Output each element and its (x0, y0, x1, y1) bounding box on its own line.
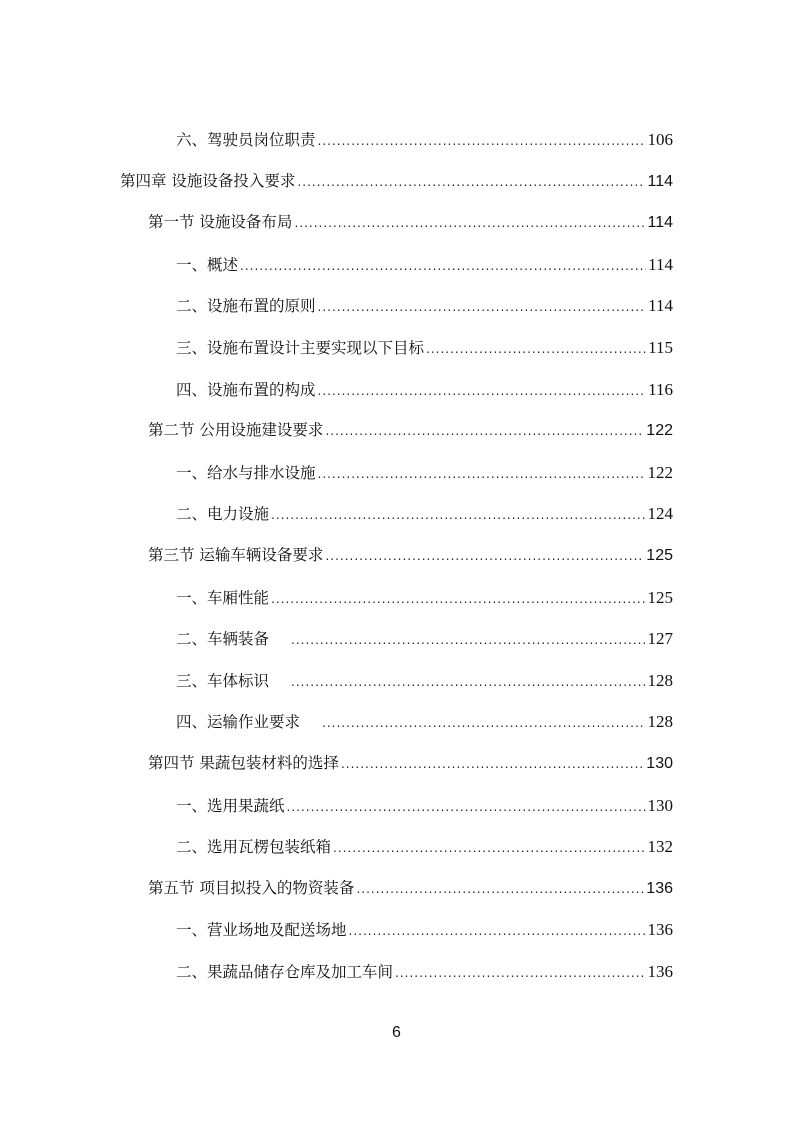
toc-page-number: 114 (647, 214, 673, 232)
toc-page-number: 128 (647, 712, 673, 732)
toc-item-entry[interactable] (120, 119, 673, 161)
toc-page-number: 114 (647, 172, 673, 190)
toc-page-number: 136 (647, 920, 673, 940)
toc-page-number: 122 (647, 462, 673, 482)
dot-leader (271, 579, 645, 621)
toc-entry-title: 四、设施布置的构成 (176, 380, 316, 399)
dot-leader (325, 411, 644, 453)
toc-page-number: 116 (648, 379, 673, 399)
toc-item-entry[interactable] (120, 577, 673, 619)
toc-page-number: 115 (648, 337, 673, 357)
toc-entry-title: 第三节 运输车辆设备要求 (148, 545, 324, 564)
page-number: 6 (392, 1024, 401, 1041)
dot-leader (318, 371, 647, 413)
toc-entry-title: 六、驾驶员岗位职责 (176, 131, 316, 149)
toc-item-entry[interactable] (120, 369, 673, 411)
dot-leader (322, 703, 645, 745)
toc-section-entry[interactable] (120, 868, 673, 910)
dot-leader (271, 495, 645, 537)
toc-entry-title: 一、给水与排水设施 (176, 463, 316, 482)
toc-entry-title: 二、果蔬品储存仓库及加工车间 (176, 962, 394, 981)
toc-entry-title: 第一节 设施设备布局 (148, 213, 293, 232)
toc-entry-title: 四、运输作业要求 (176, 713, 301, 732)
toc-entry-title: 一、营业场地及配送场地 (176, 921, 347, 940)
dot-leader (287, 787, 646, 829)
toc-entry-title: 三、设施布置设计主要实现以下目标 (176, 338, 425, 357)
toc-page-number: 122 (646, 422, 673, 440)
toc-section-entry[interactable] (120, 743, 673, 785)
dot-leader (426, 329, 646, 371)
table-of-contents (120, 119, 673, 992)
dot-leader (341, 744, 644, 786)
toc-page-number: 125 (647, 587, 673, 607)
dot-leader (356, 869, 644, 911)
toc-page-number: 130 (647, 795, 673, 815)
toc-entry-title: 第五节 项目拟投入的物资装备 (148, 878, 355, 897)
dot-leader (325, 536, 644, 578)
toc-item-entry[interactable] (120, 452, 673, 494)
dot-leader (291, 662, 645, 704)
toc-item-entry[interactable] (120, 660, 673, 702)
toc-entry-title: 二、电力设施 (176, 505, 270, 524)
toc-item-entry[interactable] (120, 701, 673, 743)
toc-item-entry[interactable] (120, 285, 673, 327)
dot-leader (318, 287, 647, 329)
dot-leader (333, 828, 645, 870)
toc-page-number: 106 (647, 130, 673, 149)
toc-entry-title: 一、概述 (176, 255, 239, 274)
toc-item-entry[interactable] (120, 327, 673, 369)
toc-item-entry[interactable] (120, 244, 673, 286)
toc-page-number: 128 (647, 670, 673, 690)
toc-page-number: 114 (648, 296, 673, 316)
toc-entry-title: 第四章 设施设备投入要求 (120, 171, 296, 190)
toc-item-entry[interactable] (120, 826, 673, 868)
toc-entry-title: 第四节 果蔬包装材料的选择 (148, 753, 339, 772)
toc-item-entry[interactable] (120, 909, 673, 951)
toc-entry-title: 二、选用瓦楞包装纸箱 (176, 838, 332, 857)
toc-item-entry[interactable] (120, 785, 673, 827)
dot-leader (395, 953, 645, 995)
dot-leader (294, 203, 645, 245)
toc-chapter-entry[interactable] (120, 161, 673, 203)
toc-section-entry[interactable] (120, 202, 673, 244)
toc-entry-title: 三、车体标识 (176, 671, 270, 690)
toc-page-number: 127 (647, 629, 673, 649)
toc-entry-title: 第二节 公用设施建设要求 (148, 421, 324, 440)
toc-page-number: 125 (646, 546, 673, 564)
toc-page-number: 136 (646, 879, 673, 897)
dot-leader (349, 911, 646, 953)
toc-entry-title: 一、车厢性能 (176, 588, 270, 607)
toc-page-number: 124 (647, 504, 673, 524)
toc-page-number: 136 (647, 961, 673, 981)
toc-page-number: 130 (646, 754, 673, 772)
dot-leader (297, 162, 645, 204)
toc-section-entry[interactable] (120, 410, 673, 452)
dot-leader (318, 121, 646, 163)
toc-entry-title: 二、设施布置的原则 (176, 297, 316, 316)
toc-item-entry[interactable] (120, 951, 673, 993)
toc-entry-title: 一、选用果蔬纸 (176, 796, 285, 815)
toc-page-number: 114 (648, 254, 673, 274)
dot-leader (291, 620, 645, 662)
toc-section-entry[interactable] (120, 535, 673, 577)
toc-item-entry[interactable] (120, 493, 673, 535)
toc-entry-title: 二、车辆装备 (176, 630, 270, 649)
dot-leader (240, 246, 646, 288)
toc-item-entry[interactable] (120, 618, 673, 660)
dot-leader (318, 454, 646, 496)
toc-page-number: 132 (647, 837, 673, 857)
